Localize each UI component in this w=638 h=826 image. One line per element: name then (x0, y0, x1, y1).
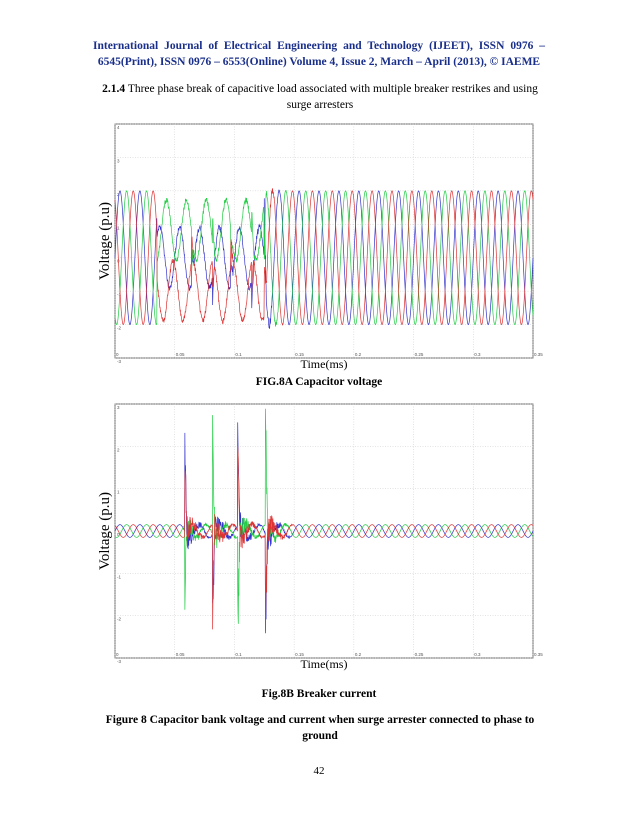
y-tick-label: 1 (117, 489, 120, 495)
y-axis-label: Voltage (p.u) (97, 491, 113, 571)
x-axis-label: Time(ms) (300, 657, 348, 671)
x-tick-label: 0.1 (235, 652, 242, 657)
y-tick-label: 3 (117, 158, 120, 164)
section-title: Three phase break of capacitive load associated with multiple breaker restrikes and using surge arresters (125, 83, 538, 111)
x-tick-label: 0.35 (534, 352, 543, 357)
x-tick-label: 0.2 (354, 352, 362, 357)
figure-8a-caption: FIG.8A Capacitor voltage (255, 376, 383, 388)
section-heading (100, 81, 540, 113)
x-tick-label: 0.05 (175, 352, 185, 357)
y-tick-label: 4 (117, 125, 120, 130)
x-tick-label: 0.25 (414, 352, 424, 357)
x-tick-label: 0.15 (295, 352, 304, 357)
x-tick-label: 0.35 (534, 652, 543, 657)
figure-8b-caption: Fig.8B Breaker current (261, 688, 377, 700)
y-tick-label: -2 (117, 616, 122, 622)
x-tick-label: 0.25 (414, 652, 424, 657)
x-tick-label: 0.15 (295, 652, 304, 657)
x-tick-label: 0.05 (175, 652, 185, 657)
x-tick-label: 0.1 (235, 352, 242, 357)
y-axis-label: Voltage (p.u) (97, 201, 113, 281)
page-number: 42 (313, 765, 325, 777)
y-tick-label: 2 (117, 447, 120, 453)
y-tick-label: -3 (117, 359, 122, 364)
x-tick-label: 0.3 (474, 652, 481, 657)
breaker-current-plot (93, 398, 543, 672)
y-tick-label: -3 (117, 659, 122, 664)
y-tick-label: 0 (117, 532, 120, 537)
figure-8-caption: Figure 8 Capacitor bank voltage and current when surge arrester connected to phase to ground (105, 714, 535, 742)
y-tick-label: 2 (117, 191, 120, 197)
plot-area (115, 124, 533, 358)
x-tick-label: 0.2 (354, 652, 362, 657)
y-tick-label: 1 (117, 225, 120, 231)
y-tick-label: 0 (117, 258, 120, 264)
breaker-current-chart (93, 398, 543, 672)
x-axis-label: Time(ms) (300, 357, 348, 371)
capacitor-voltage-plot (93, 118, 543, 372)
y-tick-label: -1 (117, 292, 122, 298)
y-tick-label: -2 (117, 325, 122, 331)
x-tick-label: 0 (116, 652, 119, 657)
capacitor-voltage-chart (93, 118, 543, 372)
y-tick-label: 3 (117, 405, 120, 410)
section-number: 2.1.4 (102, 83, 126, 95)
journal-header: International Journal of Electrical Engineering and Technology (IJEET), ISSN 0976 – 6545(Print), ISSN 0976 – 6553(Online) Volume 4, Issue 2, March – April (2013), © IAEME (93, 40, 545, 68)
y-tick-label: -1 (117, 574, 122, 580)
x-tick-label: 0 (116, 352, 119, 357)
x-tick-label: 0.3 (474, 352, 481, 357)
